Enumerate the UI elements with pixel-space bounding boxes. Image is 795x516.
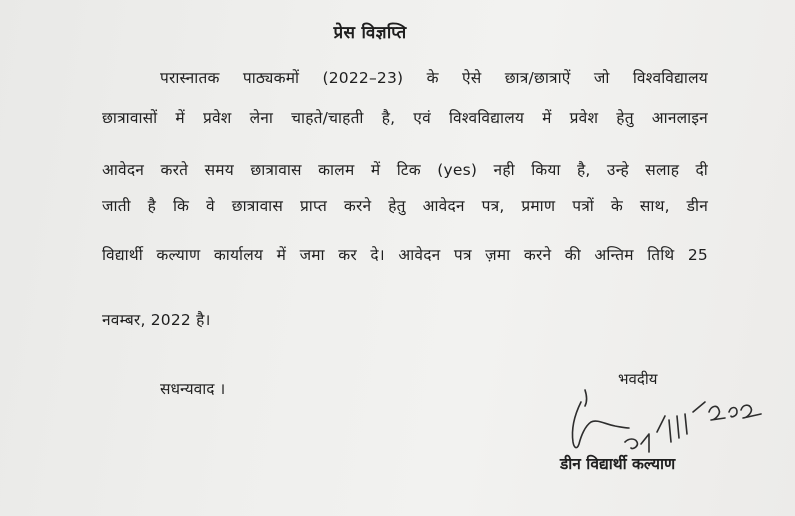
body-line-1: परास्नातक पाठ्यकमों (2022–23) के ऐसे छात्र/छात्राऐं जो विश्वविद्यालय [160,69,708,87]
body-line-3: आवेदन करते समय छात्रावास कालम में टिक (yes) नही किया है, उन्हे सलाह दी [102,161,708,179]
dean-designation: डीन विद्यार्थी कल्याण [560,455,676,473]
closing-thanks: सधन्यवाद । [160,380,226,398]
page-title: प्रेस विज्ञप्ति [333,23,407,43]
body-line-6: नवम्बर, 2022 है। [102,311,211,329]
body-line-2: छात्रावासों में प्रवेश लेना चाहते/चाहती है, एवं विश्वविद्यालय में प्रवेश हेतु आनलाइन [102,109,708,127]
regards-label: भवदीय [618,370,658,388]
handwritten-signature [565,382,770,460]
body-line-4: जाती है कि वे छात्रावास प्राप्त करने हेतु आवेदन पत्र, प्रमाण पत्रों के साथ, डीन [102,197,708,215]
body-line-5: विद्यार्थी कल्याण कार्यालय में जमा कर दे। आवेदन पत्र ज़मा करने की अन्तिम तिथि 25 [102,246,708,264]
